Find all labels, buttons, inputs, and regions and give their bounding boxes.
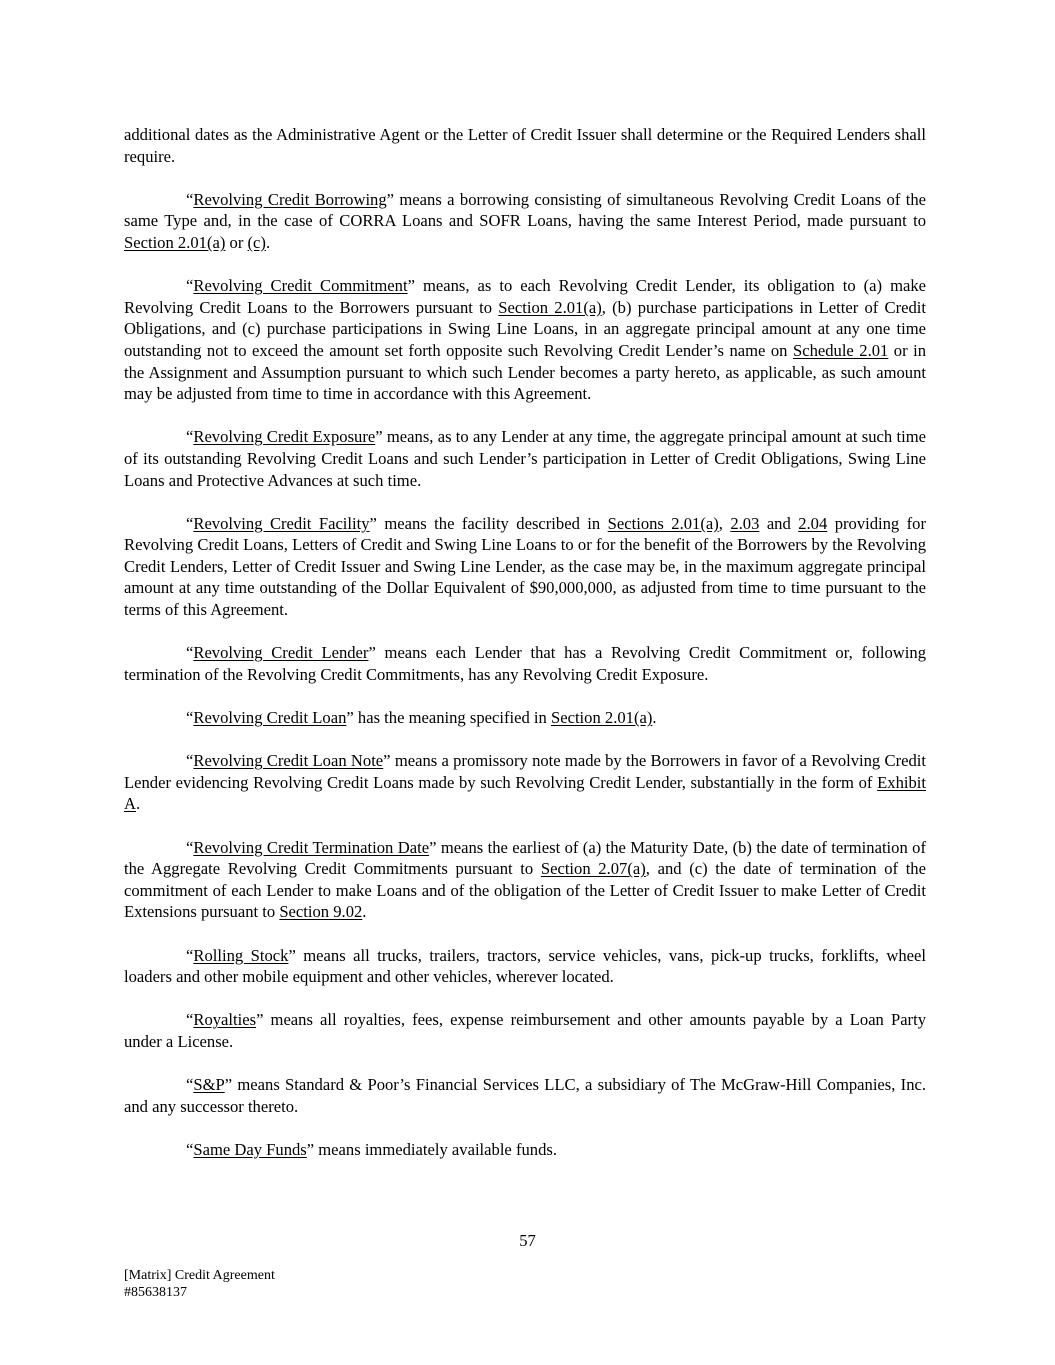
definition-text: “ bbox=[186, 945, 194, 965]
definitions-list bbox=[124, 189, 926, 1161]
definition-text: “ bbox=[186, 189, 194, 209]
definition-paragraph bbox=[124, 275, 926, 405]
cross-reference: (c) bbox=[247, 232, 266, 252]
definition-text: ” means each Lender that has a Revolving Credit Commitment or, following termination of the Revolving Credit Commitments, has any Revolving Credit Exposure. bbox=[124, 643, 926, 684]
defined-term: Same Day Funds bbox=[193, 1139, 307, 1159]
definition-paragraph bbox=[124, 1009, 926, 1052]
defined-term: Rolling Stock bbox=[193, 945, 289, 965]
definition-text: “ bbox=[186, 751, 194, 771]
continuation-paragraph: additional dates as the Administrative Agent or the Letter of Credit Issuer shall determine or the Required Lenders shall require. bbox=[124, 125, 926, 166]
footer bbox=[124, 1267, 275, 1301]
definition-text: “ bbox=[186, 708, 194, 728]
defined-term: Revolving Credit Lender bbox=[193, 643, 369, 663]
defined-term: Revolving Credit Borrowing bbox=[193, 189, 387, 209]
definition-paragraph bbox=[124, 945, 926, 988]
footer-document-title: [Matrix] Credit Agreement bbox=[124, 1268, 275, 1283]
definition-text: “ bbox=[186, 1139, 194, 1159]
definition-paragraph bbox=[124, 1139, 926, 1161]
definition-text: . bbox=[265, 232, 271, 252]
definition-paragraph bbox=[124, 707, 926, 729]
page-number: 57 bbox=[519, 1231, 536, 1250]
cross-reference: 2.04 bbox=[798, 513, 828, 533]
definition-text: ” means, as to each Revolving Credit Lender, its obligation to (a) make Revolving Credit Loans to the Borrowers pursuant to bbox=[124, 276, 926, 317]
definition-text: . bbox=[135, 794, 141, 814]
footer-document-id: #85638137 bbox=[124, 1285, 187, 1300]
definition-text: “ bbox=[186, 427, 194, 447]
definition-paragraph bbox=[124, 837, 926, 923]
definition-text: ” means a borrowing consisting of simultaneous Revolving Credit Loans of the same Type and, in the case of CORRA Loans and SOFR Loans, having the same Interest Period, made pursuant to bbox=[124, 189, 927, 231]
definition-text: “ bbox=[186, 837, 194, 857]
cross-reference: Exhibit A bbox=[124, 772, 926, 814]
definition-text: . bbox=[652, 708, 657, 728]
cross-reference: Section 2.01(a) bbox=[124, 232, 226, 252]
definition-paragraph bbox=[124, 642, 926, 685]
defined-term: Royalties bbox=[193, 1010, 257, 1030]
defined-term: Revolving Credit Loan bbox=[193, 708, 347, 728]
definition-text: “ bbox=[186, 1010, 194, 1030]
definition-text: ” means all trucks, trailers, tractors, service vehicles, vans, pick-up trucks, forklifts, wheel loaders and other mobile equipment and other vehicles, wherever located. bbox=[124, 945, 926, 987]
definition-text: ” means the facility described in bbox=[369, 513, 608, 533]
definition-text: ” means Standard & Poor’s Financial Services LLC, a subsidiary of The McGraw-Hill Companies, Inc. and any successor thereto. bbox=[124, 1075, 926, 1116]
definition-text: , bbox=[718, 513, 731, 533]
cross-reference: Section 2.01(a) bbox=[550, 708, 653, 728]
definition-text: ” means, as to any Lender at any time, the aggregate principal amount at such time of its outstanding Revolving Credit Loans and such Lender’s participation in Letter of Credit Obligations, Swing Line Loans and Protective Advances at such time. bbox=[124, 427, 926, 490]
definition-text: ” means the earliest of (a) the Maturity Date, (b) the date of termination of the Aggregate Revolving Credit Commitments pursuant to bbox=[124, 837, 926, 879]
definition-text: providing for Revolving Credit Loans, Letters of Credit and Swing Line Loans to or for the benefit of the Borrowers by the Revolving Credit Lenders, Letter of Credit Issuer and Swing Line Lender, as the case may be, in the maximum aggregate principal amount at any time outstanding of the Dollar Equivalent of $90,000,000, as adjusted from time to time pursuant to the terms of this Agreement. bbox=[124, 513, 926, 620]
defined-term: Revolving Credit Loan Note bbox=[193, 751, 384, 771]
document-body bbox=[124, 124, 926, 1182]
cross-reference: Section 2.01(a) bbox=[498, 297, 602, 317]
defined-term: Revolving Credit Termination Date bbox=[193, 837, 430, 857]
defined-term: Revolving Credit Exposure bbox=[193, 427, 376, 447]
definition-text: ” means a promissory note made by the Borrowers in favor of a Revolving Credit Lender evidencing Revolving Credit Loans made by such Revolving Credit Lender, substantially in the form of bbox=[124, 751, 926, 792]
definition-text: , and (c) the date of termination of the commitment of each Lender to make Loans and of the obligation of the Letter of Credit Issuer to make Letter of Credit Extensions pursuant to bbox=[124, 859, 926, 922]
definition-text: and bbox=[759, 513, 799, 533]
cross-reference: Sections 2.01(a) bbox=[607, 513, 719, 533]
definition-paragraph bbox=[124, 426, 926, 491]
definition-text: , (b) purchase participations in Letter of Credit Obligations, and (c) purchase participations in Swing Line Loans, in an aggregate principal amount at any one time outstanding not to exceed the amount set forth opposite such Revolving Credit Lender’s name on bbox=[124, 297, 926, 360]
defined-term: S&P bbox=[193, 1075, 225, 1095]
cross-reference: Section 2.07(a) bbox=[540, 859, 646, 879]
definition-text: or in the Assignment and Assumption pursuant to which such Lender becomes a party hereto, as applicable, as such amount may be adjusted from time to time in accordance with this Agreement. bbox=[124, 340, 926, 404]
definition-text: “ bbox=[186, 643, 194, 663]
cross-reference: Schedule 2.01 bbox=[792, 340, 889, 360]
defined-term: Revolving Credit Commitment bbox=[193, 276, 408, 296]
definition-text: “ bbox=[186, 276, 194, 296]
definition-text: “ bbox=[186, 1075, 194, 1095]
definition-text: ” has the meaning specified in bbox=[346, 708, 551, 728]
definition-paragraph bbox=[124, 189, 926, 254]
definition-paragraph bbox=[124, 513, 926, 621]
definition-text: . bbox=[362, 902, 367, 922]
cross-reference: Section 9.02 bbox=[279, 902, 363, 922]
definition-text: or bbox=[225, 232, 248, 252]
definition-text: ” means immediately available funds. bbox=[306, 1139, 557, 1159]
defined-term: Revolving Credit Facility bbox=[193, 513, 370, 533]
definition-paragraph bbox=[124, 750, 926, 815]
definition-paragraph bbox=[124, 1074, 926, 1117]
definition-text: ” means all royalties, fees, expense reimbursement and other amounts payable by a Loan Party under a License. bbox=[124, 1010, 926, 1051]
cross-reference: 2.03 bbox=[730, 513, 760, 533]
definition-text: “ bbox=[186, 513, 194, 533]
